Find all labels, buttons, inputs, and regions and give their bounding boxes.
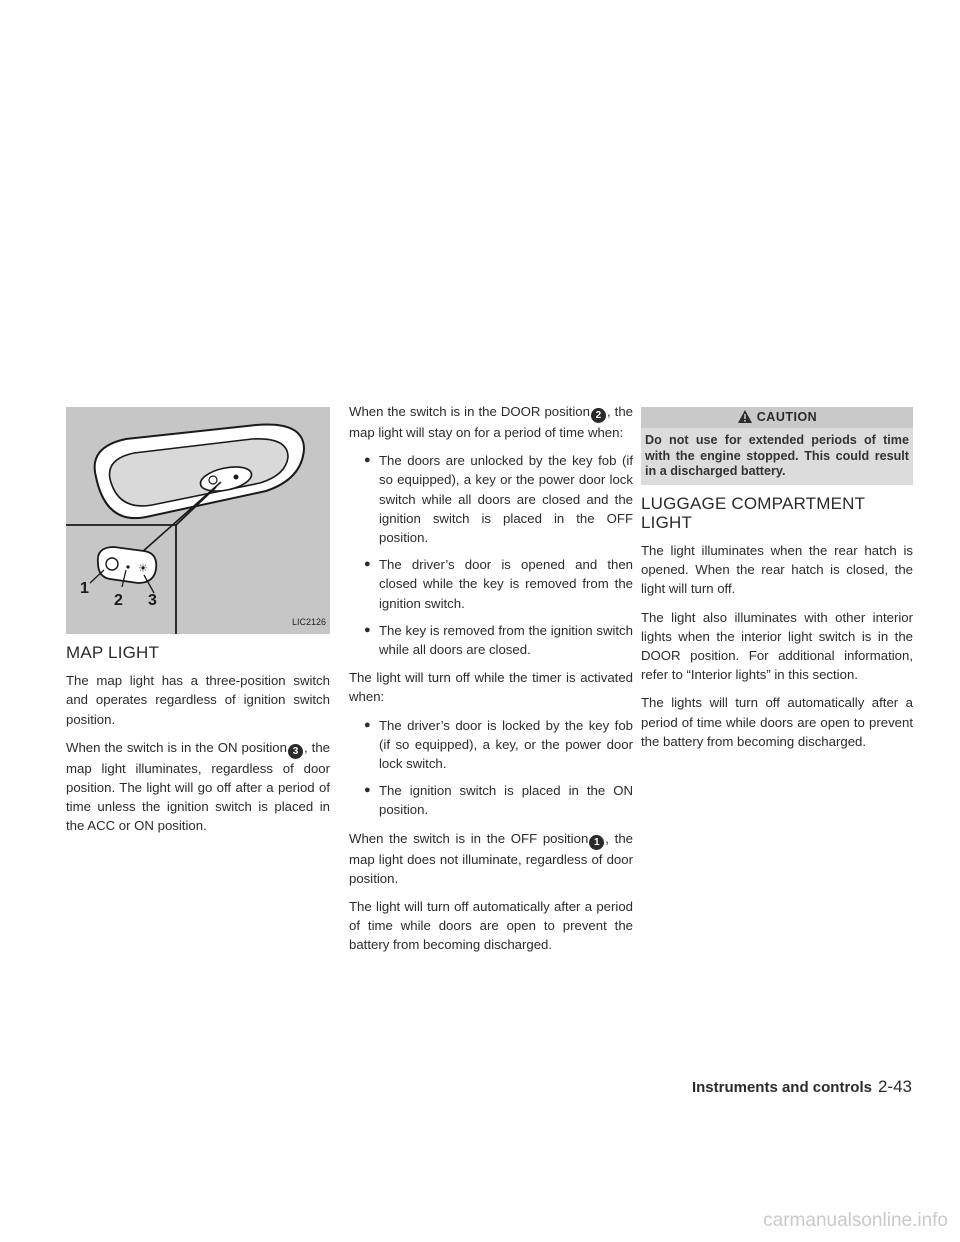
column-left	[66, 407, 330, 845]
luggage-paragraph: The light illuminates when the rear hatch is opened. When the rear hatch is closed, the light will turn off.	[641, 542, 913, 597]
caution-title: CAUTION	[756, 410, 818, 424]
watermark: carmanualsonline.info	[763, 1210, 948, 1231]
circled-number-1: 1	[589, 835, 604, 850]
map-light-intro: The map light has a three-position switch and operates regardless of ignition switch position.	[66, 673, 330, 727]
column-right	[641, 407, 913, 760]
page-footer	[656, 1077, 912, 1097]
list-item: ● The key is removed from the ignition switch while all doors are closed.	[379, 621, 633, 659]
warning-icon	[737, 409, 753, 424]
list-item: ● The ignition switch is placed in the ON position.	[379, 781, 633, 819]
timer-conditions-list	[349, 716, 633, 820]
callout-2: 2	[114, 592, 123, 609]
caution-header	[641, 407, 913, 428]
list-item: ● The driver’s door is opened and then closed while the key is removed from the ignition switch.	[379, 555, 633, 613]
callout-3: 3	[148, 592, 157, 609]
figure-code: LIC2126	[291, 616, 326, 627]
door-conditions-list	[349, 451, 633, 659]
off-position-paragraph: When the switch is in the OFF position 1 , the map light does not illuminate, regardless of door position.	[349, 830, 633, 886]
on-position-paragraph: When the switch is in the ON position 3 , the map light illuminates, regardless of door position. The light will go off after a period of time unless the ignition switch is placed in the ACC or ON position.	[66, 739, 330, 834]
svg-text:☀: ☀	[138, 562, 148, 575]
page-number: 2-43	[877, 1077, 912, 1096]
circled-number-3: 3	[288, 744, 303, 759]
list-item: ● The driver’s door is locked by the key fob (if so equipped), a key, or the power door lock switch.	[379, 716, 633, 774]
luggage-paragraph: The light also illuminates with other interior lights when the interior light switch is in the DOOR position. For additional information, refer to “Interior lights” in this section.	[641, 609, 913, 683]
door-position-paragraph: When the switch is in the DOOR position 2 , the map light will stay on for a period of time when:	[349, 404, 633, 440]
auto-off-paragraph: The light will turn off automatically after a period of time while doors are open to prevent the battery from becoming discharged.	[349, 899, 633, 953]
column-middle	[349, 402, 633, 964]
map-light-illustration	[66, 407, 330, 634]
section-title: Instruments and controls	[691, 1079, 872, 1096]
circled-number-2: 2	[591, 408, 606, 423]
luggage-paragraph: The lights will turn off automatically after a period of time while doors are open to prevent the battery from becoming discharged.	[641, 695, 913, 749]
caution-text: Do not use for extended periods of time with the engine stopped. This could result in a discharged battery.	[641, 428, 913, 485]
caution-box	[641, 407, 913, 485]
map-light-diagram	[66, 407, 330, 634]
callout-1: 1	[80, 580, 89, 597]
timer-paragraph: The light will turn off while the timer is activated when:	[349, 670, 633, 705]
luggage-light-heading: LUGGAGE COMPARTMENT LIGHT	[641, 493, 865, 532]
list-item: ● The doors are unlocked by the key fob (if so equipped), a key or the power door lock switch while all doors are closed and the ignition switch is placed in the OFF position.	[379, 451, 633, 547]
map-light-heading: MAP LIGHT	[66, 643, 160, 662]
